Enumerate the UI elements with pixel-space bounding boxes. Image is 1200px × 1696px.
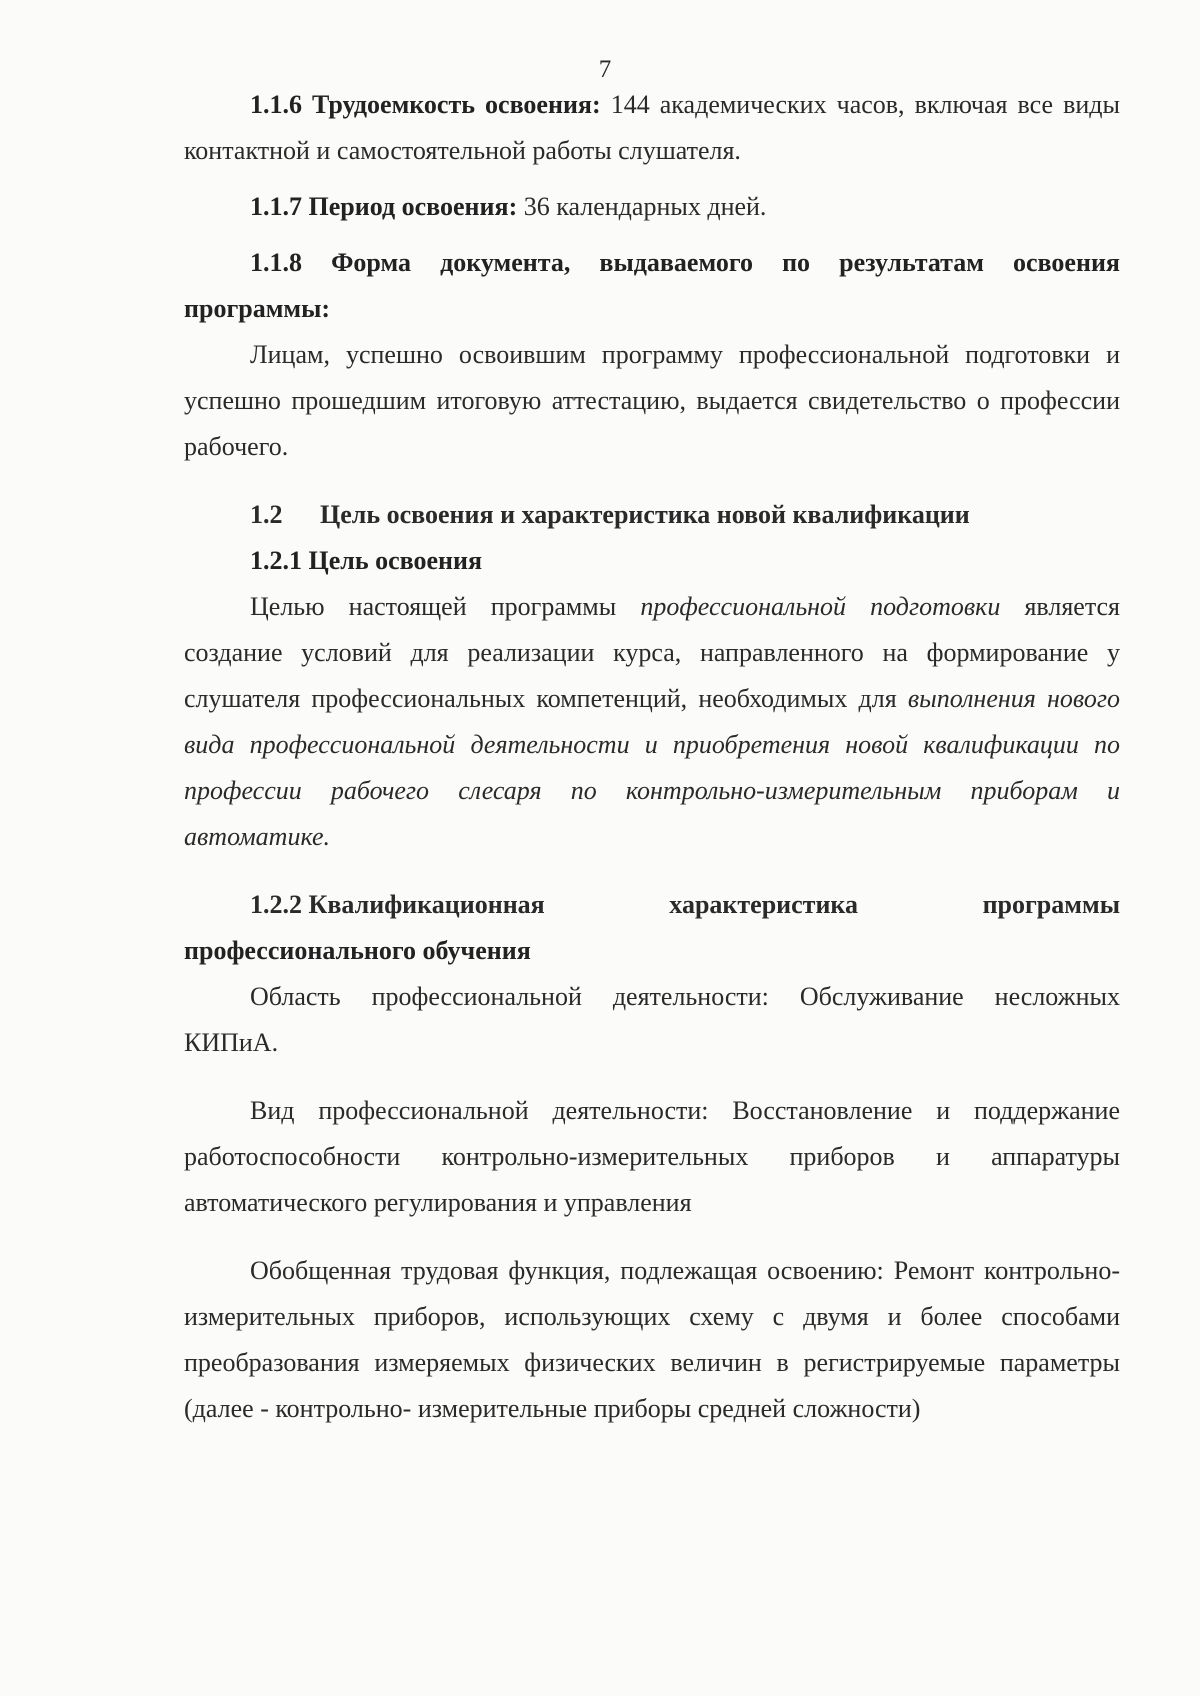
goal-text-2: является создание условий для реализации курса, направленного на формирование у слушателя профессиональных компетенций, необходимых для: [184, 592, 1120, 713]
document-body: [184, 82, 1120, 1432]
section-1-1-7-text: 36 календарных дней.: [517, 192, 767, 221]
goal-text-1: Целью настоящей программы: [250, 592, 641, 621]
section-1-1-6: [184, 82, 1120, 174]
section-1-1-7-label: 1.1.7 Период освоения:: [250, 192, 518, 221]
goal-italic-1: профессиональной подготовки: [640, 592, 1001, 621]
heading-word-3: программы: [982, 890, 1120, 919]
section-1-1-6-label: 1.1.6 Трудоемкость освоения:: [250, 90, 601, 119]
section-1-1-8-text: Лицам, успешно освоившим программу профессиональной подготовки и успешно прошедшим итоговую аттестацию, выдается свидетельство о профессии рабочего.: [184, 340, 1120, 461]
activity-area: Область профессиональной деятельности: Обслуживание несложных КИПиА.: [184, 982, 1120, 1057]
section-1-2-title: Цель освоения и характеристика новой квалификации: [320, 500, 970, 529]
section-1-2-heading: [184, 492, 1120, 538]
section-1-1-6-text: 144 академических часов, включая все виды контактной и самостоятельной работы слушателя.: [184, 90, 1121, 165]
heading-word-2: характеристика: [669, 890, 859, 919]
activity-type: Вид профессиональной деятельности: Восстановление и поддержание работоспособности контрольно-измерительных приборов и аппаратуры автоматического регулирования и управления: [184, 1096, 1120, 1217]
section-1-2-1-text: [184, 584, 1120, 860]
labor-function: Обобщенная трудовая функция, подлежащая освоению: Ремонт контрольно-измерительных приборов, использующих схему с двумя и более способами преобразования измеряемых физических величин в регистрируемые параметры (далее - контрольно- измерительные приборы средней сложности): [184, 1256, 1120, 1423]
page-number: 7: [598, 56, 612, 83]
section-1-2-1-heading-text: 1.2.1 Цель освоения: [250, 546, 483, 575]
section-1-1-7: [184, 184, 1120, 230]
heading-line2-text: профессионального обучения: [184, 936, 531, 965]
goal-italic-2: выполнения нового вида профессиональной деятельности и приобретения новой квалификации по профессии рабочего слесаря по контрольно-измерительным приборам и автоматике.: [184, 684, 1120, 851]
section-1-2-number: 1.2: [250, 500, 283, 529]
section-1-2-2-heading-line2: [184, 928, 1120, 974]
section-1-1-8-heading-text: 1.1.8 Форма документа, выдаваемого по результатам освоения программы:: [184, 248, 1120, 323]
heading-word-1: 1.2.2 Квалификационная: [250, 890, 545, 919]
section-1-2-1-heading: [184, 538, 1120, 584]
section-1-2-2-heading: [184, 882, 1120, 928]
section-1-1-8-heading: [184, 240, 1120, 332]
